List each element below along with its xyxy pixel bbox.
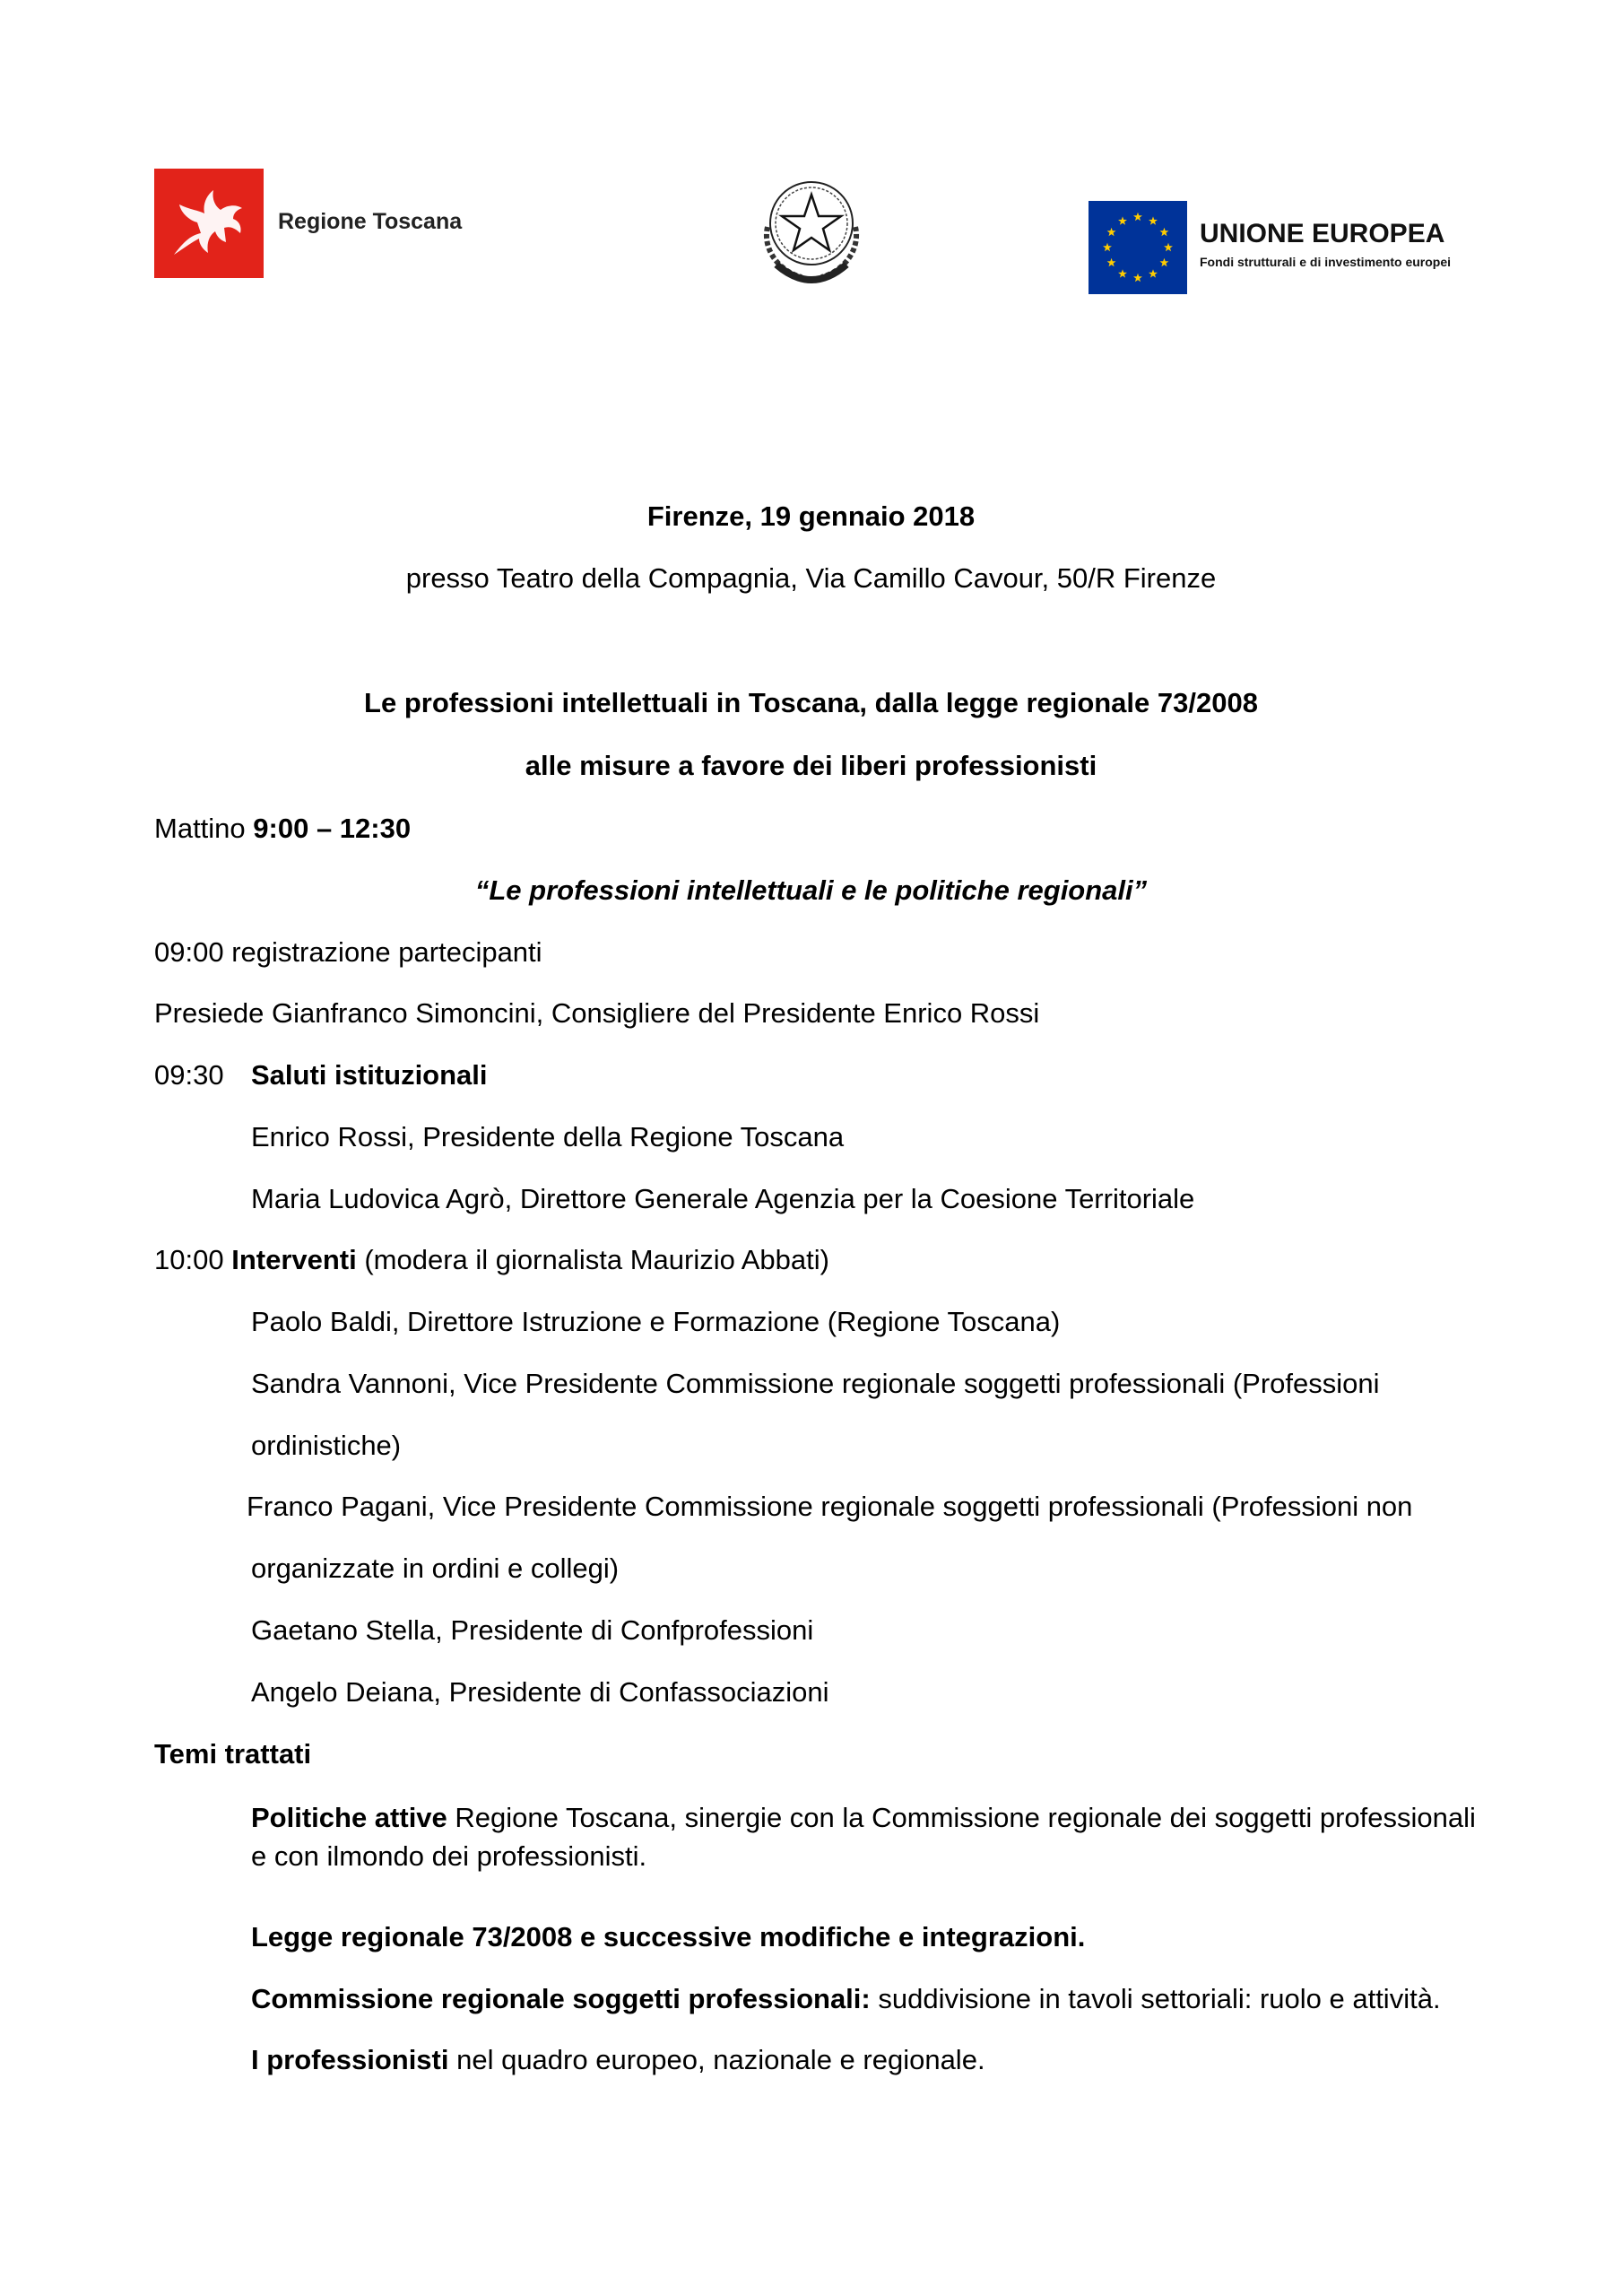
talks-note: (modera il giornalista Maurizio Abbati): [356, 1244, 829, 1275]
greetings-speaker: Enrico Rossi, Presidente della Regione Toscana: [251, 1121, 845, 1152]
topic-item: [251, 1798, 1479, 1875]
speaker-item: Paolo Baldi, Direttore Istruzione e Formazione (Regione Toscana): [251, 1306, 1061, 1337]
topic-text: suddivisione in tavoli settoriali: ruolo e attività.: [870, 1983, 1441, 2014]
pegasus-icon: [154, 169, 264, 278]
session-subtitle: “Le professioni intellettuali e le politiche regionali”: [474, 874, 1148, 906]
topics-heading: Temi trattati: [154, 1738, 312, 1770]
session-label: Mattino: [154, 813, 254, 844]
topic-text: nel quadro europeo, nazionale e regionale.: [448, 2044, 985, 2075]
eu-star-icon: [1103, 243, 1112, 251]
topic-text: Regione Toscana, sinergie con la Commissione regionale dei soggetti professionali e con ilmondo dei professionisti.: [251, 1802, 1476, 1872]
event-venue: presso Teatro della Compagnia, Via Camillo Cavour, 50/R Firenze: [405, 562, 1217, 594]
talks-label: Interventi: [231, 1244, 357, 1275]
speaker-item: Angelo Deiana, Presidente di Confassociazioni: [251, 1676, 829, 1708]
eu-star-icon: [1160, 228, 1169, 236]
speaker-item-continued: ordinistiche): [251, 1430, 402, 1461]
regione-toscana-logo: [154, 169, 264, 278]
event-title-line-1: Le professioni intellettuali in Toscana, dalla legge regionale 73/2008: [364, 687, 1258, 718]
greetings-time: 09:30: [154, 1059, 224, 1091]
topic-item: [251, 1921, 1085, 1953]
topic-item: [251, 1983, 1441, 2015]
registration-item: 09:00 registrazione partecipanti: [154, 936, 542, 968]
eu-star-icon: [1164, 243, 1173, 251]
session-time-line: [154, 813, 411, 845]
topic-bold: Legge regionale 73/2008 e successive modifiche e integrazioni.: [251, 1921, 1086, 1952]
eu-star-icon: [1133, 274, 1142, 282]
chair-item: Presiede Gianfranco Simoncini, Consigliere del Presidente Enrico Rossi: [154, 997, 1040, 1029]
topic-bold: Commissione regionale soggetti professionali:: [251, 1983, 871, 2014]
greetings-speaker: Maria Ludovica Agrò, Direttore Generale Agenzia per la Coesione Territoriale: [251, 1183, 1195, 1214]
eu-flag-logo: [1089, 201, 1187, 294]
eu-star-icon: [1160, 258, 1169, 266]
eu-logo-title: UNIONE EUROPEA: [1200, 219, 1445, 248]
talks-time: 10:00: [154, 1244, 232, 1275]
greetings-label: Saluti istituzionali: [251, 1059, 488, 1091]
eu-star-icon: [1149, 269, 1158, 277]
talks-line: [154, 1244, 829, 1276]
speaker-item: Gaetano Stella, Presidente di Confprofessioni: [251, 1614, 814, 1646]
eu-logo-subtitle: Fondi strutturali e di investimento europei: [1200, 255, 1452, 269]
speaker-item: Franco Pagani, Vice Presidente Commissione regionale soggetti professionali (Professioni non: [247, 1491, 1413, 1522]
event-title-line-2: alle misure a favore dei liberi professionisti: [525, 750, 1097, 781]
event-date: Firenze, 19 gennaio 2018: [646, 500, 976, 532]
speaker-item: Sandra Vannoni, Vice Presidente Commissione regionale soggetti professionali (Professioni: [251, 1368, 1380, 1399]
session-time: 9:00 – 12:30: [253, 813, 412, 844]
eu-star-icon: [1133, 213, 1142, 221]
speaker-item-continued: organizzate in ordini e collegi): [251, 1552, 620, 1584]
regione-toscana-label: Regione Toscana: [278, 209, 463, 234]
topic-bold: Politiche attive: [251, 1802, 447, 1833]
eu-stars-icon: [1089, 201, 1187, 294]
emblem-icon: [750, 164, 873, 293]
eu-star-icon: [1149, 216, 1158, 224]
eu-star-icon: [1107, 228, 1116, 236]
eu-star-icon: [1118, 269, 1127, 277]
topic-item: [251, 2044, 985, 2076]
eu-star-icon: [1107, 258, 1116, 266]
topic-bold: I professionisti: [251, 2044, 449, 2075]
italian-republic-emblem: [750, 164, 873, 293]
eu-star-icon: [1118, 216, 1127, 224]
